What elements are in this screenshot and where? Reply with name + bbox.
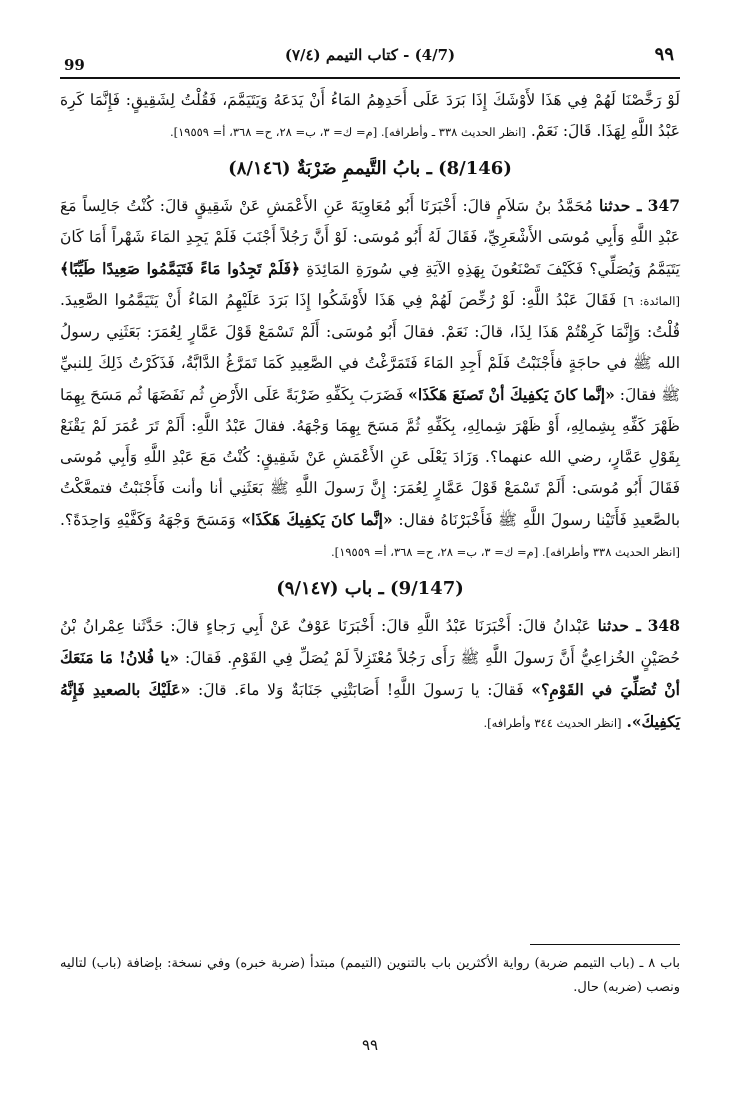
- hadith-opening: ـ حدثنا: [598, 196, 642, 215]
- hadith-text-4: وَمَسَحَ وَجْهَهُ وَكَفَّيْهِ وَاحِدَةً؟.: [60, 511, 236, 529]
- page-number-latin: 99: [64, 56, 85, 74]
- chapter-8-heading: (8/146) ـ بابُ التَّيممِ ضَرْبَةٌ (٨/١٤٦): [228, 158, 512, 179]
- hadith-347: [60, 190, 680, 568]
- page-body: [60, 85, 680, 739]
- hadith-reference: [انظر الحديث ٣٤٤ وأطرافه].: [483, 716, 622, 730]
- hadith-number: 348: [647, 616, 680, 635]
- prophet-quote: «عَلَيْكَ بالصعيدِ فَإِنَّهُ يَكفِيكَ».: [60, 680, 680, 731]
- hadith-text-3: فَضَرَبَ بِكَفِّهِ ضَرْبَةً عَلَى الأَرْضِ ثُم نَفَضَهَا ثُم مَسَحَ بِهِمَا ظَهْرَ كَفِّهِ بِشِمالِهِ، أَوْ ظَهْرَ شِمالِهِ، بِكَفِّهِ ثُمَّ مَسَحَ بِهِمَا وَجْهَهُ. فقالَ عَبْدُ اللَّهِ: أَلَمْ تَرَ عُمَرَ لَمْ يَقْنَعْ بِقَوْلِ عَمَّارٍ، رضي الله عنهما؟. وَزَادَ يَعْلَى عَنِ الأَعْمَشِ عَنْ شَقِيقٍ: كُنْتُ مَعَ عَبْدِ اللَّهِ وَأَبِي مُوسَى فَقَالَ أَبُو مُوسَى: أَلَمْ تَسْمَعْ قَوْلَ عَمَّارٍ لِعُمَرَ: إِنَّ رَسولَ اللَّهِ ﷺ بَعَثَنِي أنا وأنت فَأَجْنَبْتُ فتمعَّكْتُ بالصَّعيدِ فَأَتَيْنا رسولَ اللَّهِ ﷺ فَأَخْبَرْنَاهُ فقال:: [60, 386, 681, 529]
- page-number-arabic: ٩٩: [654, 44, 674, 65]
- continuation-paragraph: [60, 85, 680, 148]
- footnote: باب ٨ ـ (باب التيمم ضربة) رواية الأكثرين باب بالتنوين (التيمم) مبتدأ (ضربة خبره) وفي نسخة: بإضافة (باب) لتاليه ونصب (ضربه) حال.: [60, 956, 680, 995]
- prophet-quote: «إنَّما كانَ يَكفِيكَ هَكَذَا»: [241, 510, 393, 529]
- footer-page-number: ٩٩: [361, 1036, 379, 1054]
- hadith-348: [60, 610, 680, 739]
- header-divider: [60, 77, 680, 79]
- hadith-text: مُحَمَّدُ بنُ سَلاَمٍ قالَ: أَخْبَرَنَا أَبُو مُعَاوِيَةَ عَنِ الأَعْمَشِ عَنْ شَقِيقٍ قالَ: كُنْتُ جَالِساً مَعَ عَبْدِ اللَّهِ وَأَبِي مُوسَى الأَشْعَرِيِّ، فَقَالَ لَهُ أَبُو مُوسَى: لَوْ أَنَّ رَجُلاً أَجْنَبَ فَلَمْ يَجِدِ المَاءَ شَهْراً أَمَا كَانَ يَتَيَمَّمُ وَيُصَلِّي؟ فَكَيْفَ تَصْنَعُونَ بِهَذِهِ الآيَةِ فِي سُورَةِ المَائِدَةِ: [60, 197, 680, 278]
- hadith-text: عَبْدانُ قالَ: أَخْبَرَنَا عَبْدُ اللَّهِ قالَ: أَخْبَرَنَا عَوْفٌ عَنْ أَبِي رَجاءٍ قالَ: حَدَّثَنا عِمْرانُ بْنُ حُصَيْنٍ الخُزاعِيُّ أَنَّ رَسولَ اللَّهِ ﷺ رَأَى رَجُلاً مُعْتَزِلاً لَمْ يُصَلِّ فِي القَوْمِ. فَقالَ:: [60, 617, 680, 667]
- continuation-text: لَوْ رَخَّصْنَا لَهُمْ فِي هَذَا لأَوْشَكَ إِذَا بَرَدَ عَلَى أَحَدِهِمُ المَاءُ أَنْ يَدَعَهُ وَيَتَيَمَّمَ، فَقُلْتُ لِشَقِيقٍ: فَإِنَّمَا كَرِهَ عَبْدُ اللَّهِ لِهَذَا. قَالَ: نَعَمْ.: [60, 91, 680, 140]
- hadith-text-2: فَقَالَ عَبْدُ اللَّهِ: لَوْ رُخِّصَ لَهُمْ فِي هَذَا لأَوْشَكُوا إِذَا بَرَدَ عَلَيْهِمُ المَاءُ أَنْ يَتَيَمَّمُوا الصَّعِيدَ. قُلْتُ: وَإِنَّمَا كَرِهْتُمْ هَذَا لِذَا، قالَ: نَعَمْ. فقالَ أَبُو مُوسَى: أَلَمْ تَسْمَعْ قَوْلَ عَمَّارٍ لِعُمَرَ: بَعَثَنِي رسولُ الله ﷺ في حاجَةٍ فأَجْنَبْتُ فَلَمْ أَجِدِ المَاءَ فَتَمَرَّغْتُ في الصَّعِيدِ كَمَا تَمَرَّغُ الدَّابَّةُ، فَذَكَرْتُ ذَلِكَ لِلنبيِّ ﷺ فقالَ:: [60, 291, 680, 404]
- continuation-reference: [انظر الحديث ٣٣٨ ـ وأطرافه]. [م= ك= ٣، ب= ٢٨، ح= ٣٦٨، أ= ١٩٥٥٩].: [169, 125, 526, 139]
- prophet-quote: «إنَّما كانَ يَكفِيكَ أنْ تَصنَعَ هَكَذَا»: [408, 385, 615, 404]
- hadith-reference: [انظر الحديث ٣٣٨ وأطرافه]. [م= ك= ٣، ب= ٢٨، ح= ٣٦٨، أ= ١٩٥٥٩].: [331, 545, 680, 559]
- chapter-running-title: (4/7) - كتاب التيمم (٧/٤): [284, 46, 456, 64]
- hadith-number: 347: [647, 196, 681, 215]
- hadith-text-2: فَقالَ: يا رَسولَ اللَّهِ! أَصَابَتْنِي جَنَابَةٌ وَلا ماءَ. قالَ:: [197, 681, 524, 699]
- verse-reference: [المائدة: ٦]: [623, 294, 680, 308]
- chapter-9-heading: (9/147) ـ باب (٩/١٤٧): [276, 578, 464, 599]
- hadith-opening: ـ حدثنا: [597, 616, 641, 635]
- quran-verse: ﴿فَلَمْ تَجِدُوا مَاءً فَتَيَمَّمُوا صَعِيدًا طَيِّبًا﴾: [60, 259, 301, 278]
- prophet-quote: «يا فُلانُ! مَا مَنَعَكَ أنْ تُصَلِّيَ في القَوْمِ؟»: [60, 648, 680, 699]
- footnote-divider: [530, 944, 680, 945]
- page-header: [60, 38, 680, 78]
